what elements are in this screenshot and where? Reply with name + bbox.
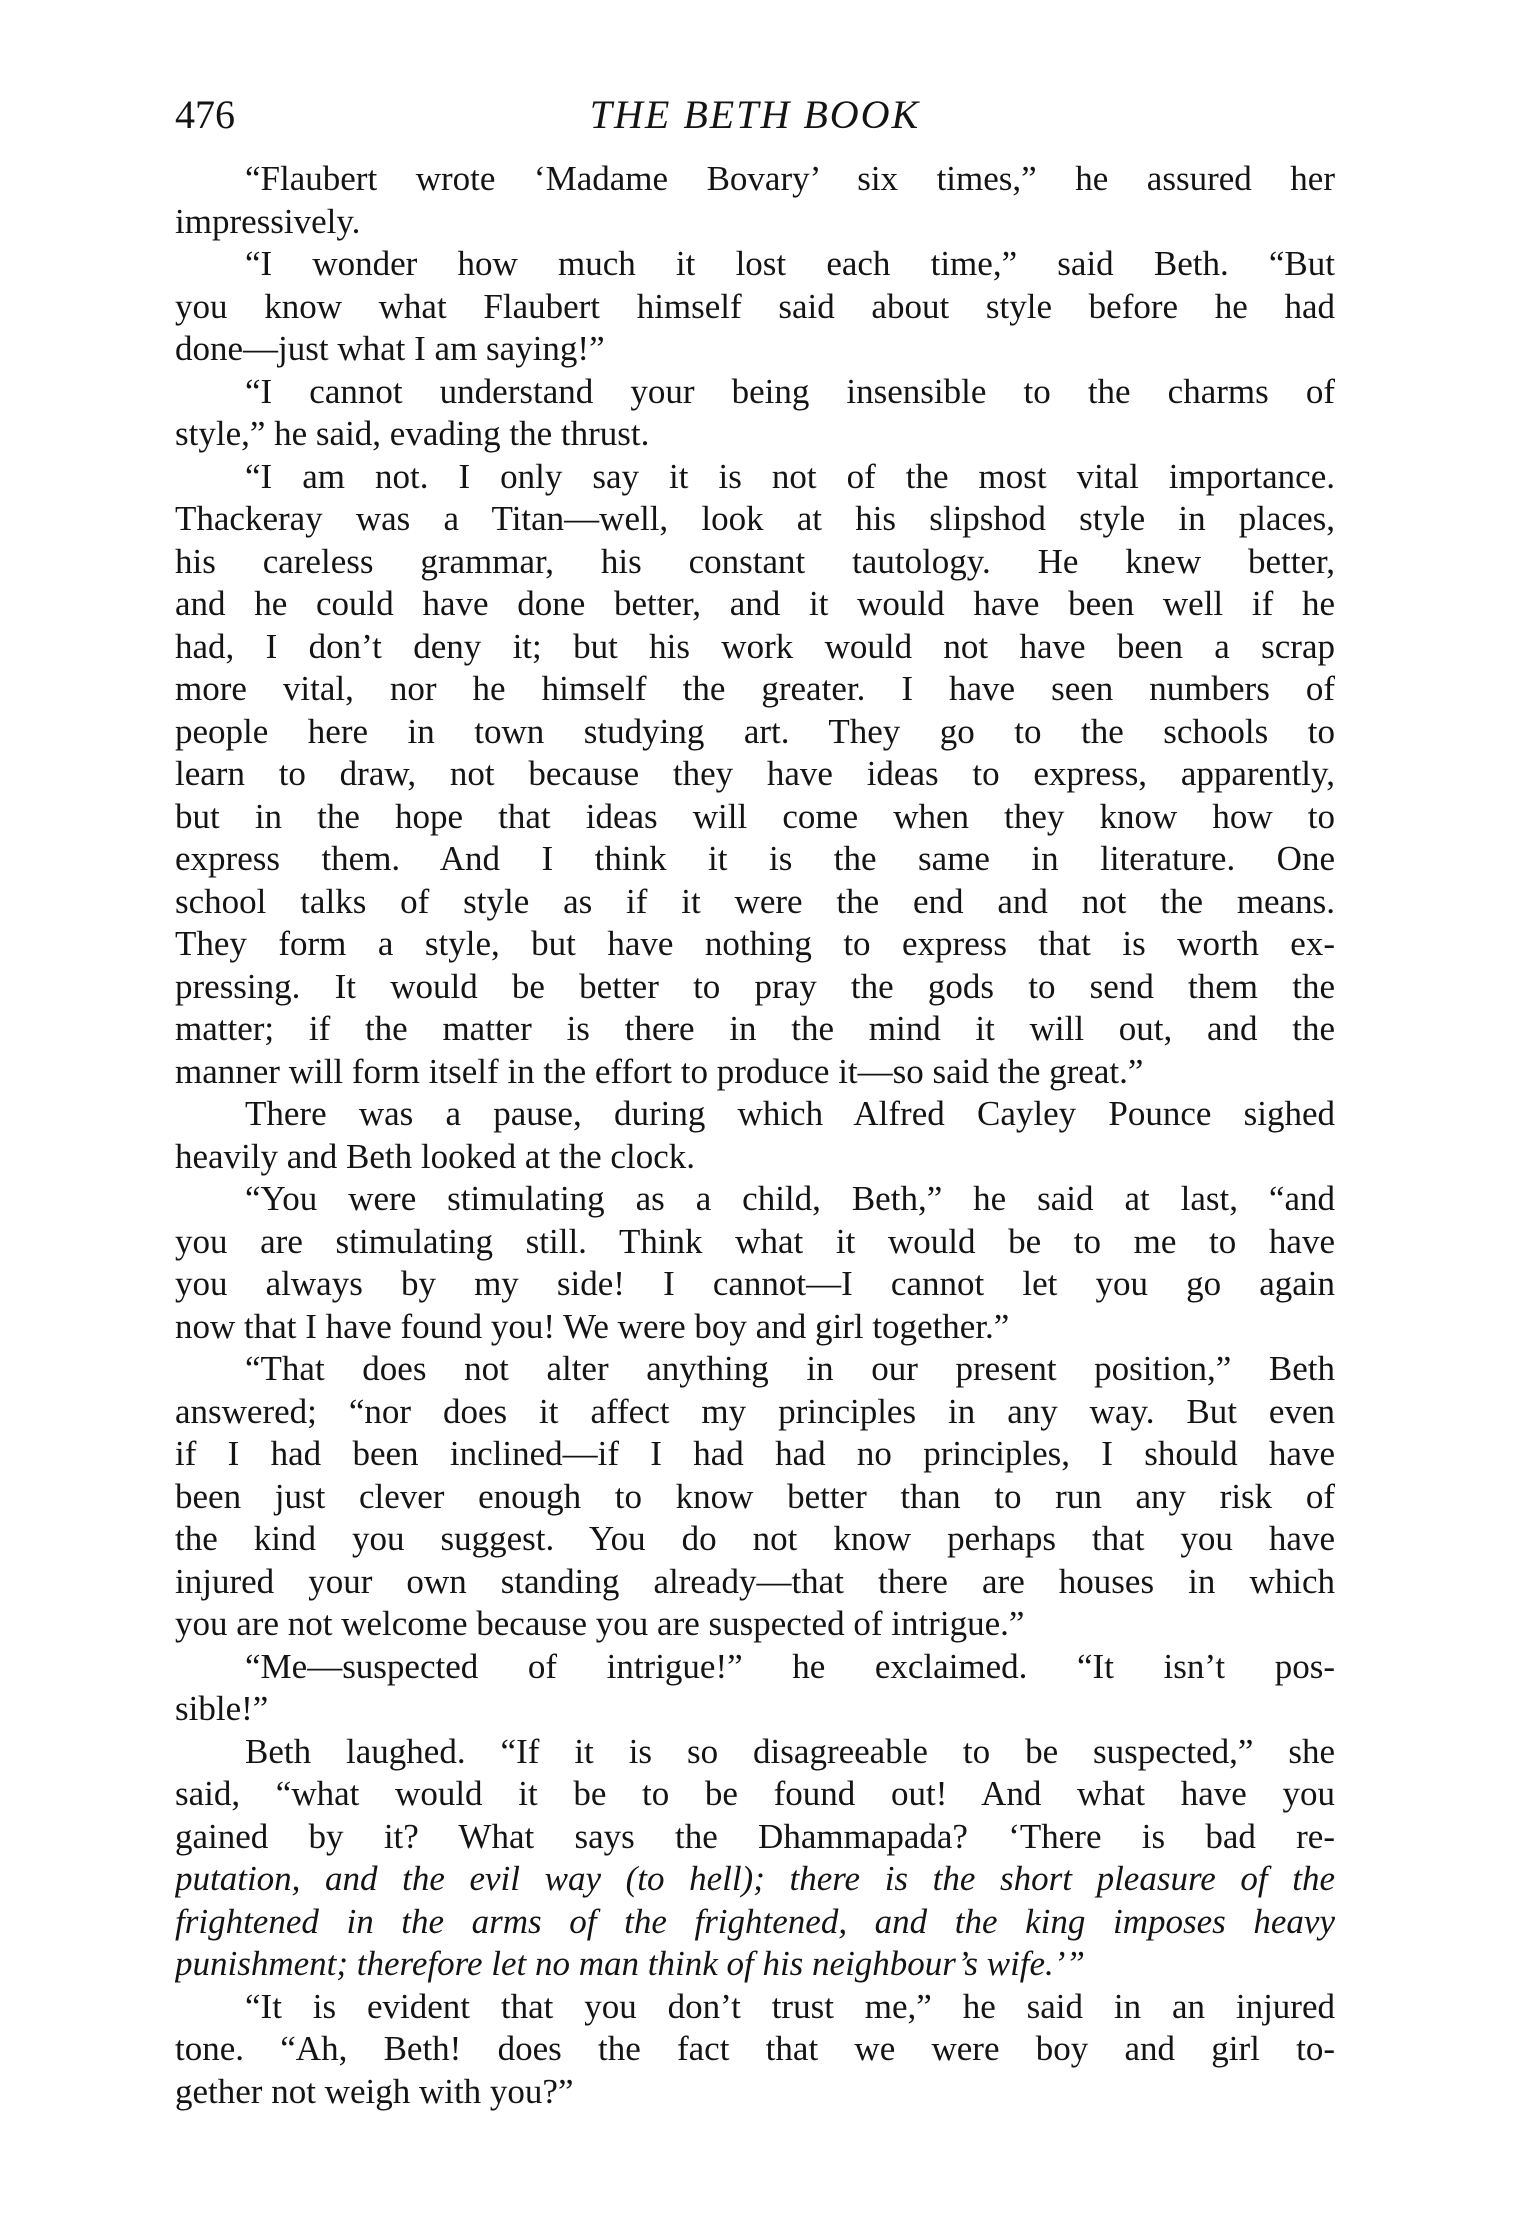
text-line: style,” he said, evading the thrust.	[175, 414, 650, 453]
text-line: you know what Flaubert himself said about style before he had	[175, 286, 1335, 326]
text-line: and he could have done better, and it would have been well if he	[175, 584, 1335, 623]
text-line: people here in town studying art. They go to the schools to	[175, 711, 1335, 751]
text-line: more vital, nor he himself the greater. I have seen numbers of	[175, 669, 1335, 708]
text-line: but in the hope that ideas will come when they know how to	[175, 796, 1335, 836]
text-line: tone. “Ah, Beth! does the fact that we were boy and girl to-	[175, 2029, 1335, 2068]
text-line: pressing. It would be better to pray the gods to send them the	[175, 966, 1335, 1006]
text-line: impressively.	[175, 201, 361, 241]
running-title: THE BETH BOOK	[589, 92, 921, 137]
text-line: “That does not alter anything in our present position,” Beth	[245, 1349, 1335, 1388]
text-line: There was a pause, during which Alfred Cayley Pounce sighed	[245, 1094, 1335, 1133]
text-line: the kind you suggest. You do not know perhaps that you have	[175, 1519, 1335, 1558]
text-line: “I am not. I only say it is not of the most vital importance.	[245, 456, 1335, 496]
text-line: “I cannot understand your being insensible to the charms of	[245, 371, 1335, 411]
text-line: school talks of style as if it were the end and not the means.	[175, 881, 1335, 921]
text-line: “You were stimulating as a child, Beth,” he said at last, “and	[245, 1179, 1335, 1218]
text-line: manner will form itself in the effort to produce it—so said the great.”	[175, 1051, 1144, 1091]
text-line: Beth laughed. “If it is so disagreeable to be suspected,” she	[245, 1731, 1335, 1771]
text-line: answered; “nor does it affect my principles in any way. But even	[175, 1391, 1335, 1431]
page-number: 476	[175, 92, 235, 137]
body-text	[175, 158, 1335, 2113]
text-line: done—just what I am saying!”	[175, 329, 605, 368]
text-line: express them. And I think it is the same in literature. One	[175, 839, 1335, 878]
text-line: gained by it? What says the Dhammapada? ‘There is bad re-	[175, 1816, 1335, 1856]
text-line: now that I have found you! We were boy and girl together.”	[175, 1306, 1010, 1346]
text-line: been just clever enough to know better than to run any risk of	[175, 1476, 1335, 1516]
text-line: Thackeray was a Titan—well, look at his slipshod style in places,	[175, 499, 1335, 538]
text-line: heavily and Beth looked at the clock.	[175, 1136, 695, 1176]
text-line: “Me—suspected of intrigue!” he exclaimed. “It isn’t pos-	[245, 1646, 1335, 1686]
text-line: matter; if the matter is there in the mind it will out, and the	[175, 1009, 1335, 1048]
text-line: sible!”	[175, 1689, 269, 1728]
text-line: putation, and the evil way (to hell); there is the short pleasure of the	[175, 1859, 1335, 1898]
text-line: “Flaubert wrote ‘Madame Bovary’ six times,” he assured her	[245, 159, 1335, 198]
text-line: you always by my side! I cannot—I cannot let you go again	[175, 1264, 1335, 1303]
text-line: “I wonder how much it lost each time,” said Beth. “But	[245, 244, 1335, 283]
text-line: you are not welcome because you are suspected of intrigue.”	[175, 1604, 1025, 1643]
text-line: injured your own standing already—that there are houses in which	[175, 1561, 1335, 1601]
text-line: learn to draw, not because they have ideas to express, apparently,	[175, 754, 1335, 793]
text-line: if I had been inclined—if I had had no principles, I should have	[175, 1434, 1335, 1473]
text-line: “It is evident that you don’t trust me,” he said in an injured	[245, 1986, 1335, 2026]
text-line: you are stimulating still. Think what it would be to me to have	[175, 1221, 1335, 1261]
text-line: punishment; therefore let no man think of his neighbour’s wife.’”	[175, 1944, 1085, 1983]
text-line: had, I don’t deny it; but his work would not have been a scrap	[175, 626, 1335, 666]
text-line: gether not weigh with you?”	[175, 2071, 574, 2111]
text-line: frightened in the arms of the frightened, and the king imposes heavy	[175, 1901, 1335, 1941]
page-header	[175, 85, 1335, 145]
text-line: They form a style, but have nothing to express that is worth ex-	[175, 924, 1335, 963]
text-line: his careless grammar, his constant tautology. He knew better,	[175, 541, 1335, 581]
text-line: said, “what would it be to be found out! And what have you	[175, 1774, 1335, 1813]
